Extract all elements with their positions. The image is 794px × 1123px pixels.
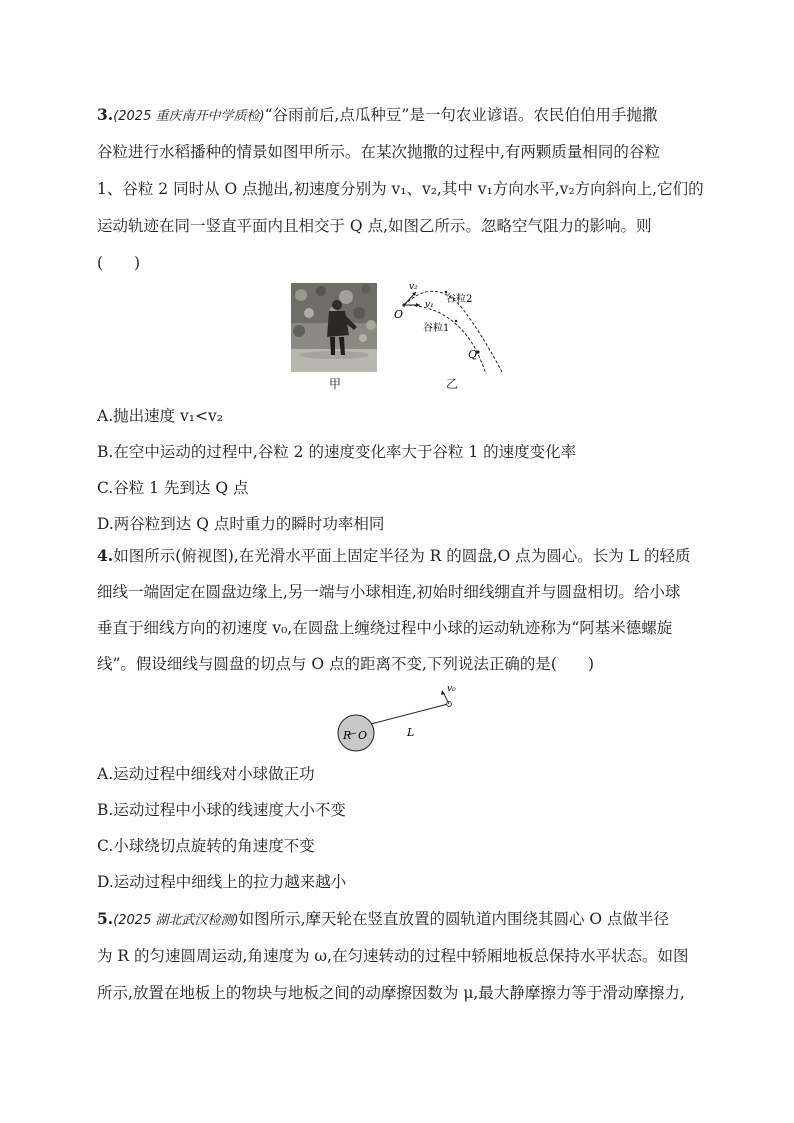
q3-option-b[interactable]: B.在空中运动的过程中,谷粒 2 的速度变化率大于谷粒 1 的速度变化率	[97, 443, 577, 461]
q4-line-1	[97, 541, 690, 571]
grain2-dot	[445, 291, 448, 294]
label-L: L	[407, 726, 415, 739]
q3-number: 3.	[97, 105, 114, 124]
q3-option-a[interactable]: A.抛出速度 v₁<v₂	[97, 407, 223, 425]
q3-option-d[interactable]: D.两谷粒到达 Q 点时重力的瞬时功率相同	[97, 515, 385, 533]
q3-caption-b: 乙	[446, 377, 459, 391]
q3-figure-trajectory	[390, 278, 510, 378]
q4-option-b[interactable]: B.运动过程中小球的线速度大小不变	[97, 801, 346, 819]
q5-source: (2025 湖北武汉检测)	[113, 913, 239, 928]
q3-option-c[interactable]: C.谷粒 1 先到达 Q 点	[97, 479, 249, 497]
q3-source: (2025 重庆南开中学质检)	[113, 109, 265, 124]
q4-figure	[335, 682, 465, 754]
q3-figure-photo	[291, 283, 377, 372]
label-grain1: 谷粒1	[423, 323, 450, 334]
label-v0: v₀	[447, 684, 456, 694]
label-v2: v₂	[409, 282, 418, 292]
q3-line-4: 运动轨迹在同一竖直平面内且相交于 Q 点,如图乙所示。忽略空气阻力的影响。则	[97, 217, 652, 235]
q4-option-a[interactable]: A.运动过程中细线对小球做正功	[97, 765, 315, 783]
q3-text-1: “谷雨前后,点瓜种豆”是一句农业谚语。农民伯伯用手抛撒	[264, 106, 658, 124]
label-v1: v₁	[425, 300, 434, 310]
q5-text-1: 如图所示,摩天轮在竖直放置的圆轨道内围绕其圆心 O 点做半径	[238, 910, 670, 928]
q4-option-c[interactable]: C.小球绕切点旋转的角速度不变	[97, 837, 315, 855]
label-O: O	[394, 308, 404, 321]
q4-line-3: 垂直于细线方向的初速度 v₀,在圆盘上缠绕过程中小球的运动轨迹称为“阿基米德螺旋	[97, 619, 673, 637]
q4-option-d[interactable]: D.运动过程中细线上的拉力越来越小	[97, 873, 347, 891]
q3-caption-a: 甲	[329, 377, 342, 391]
q5-line-3: 所示,放置在地板上的物块与地板之间的动摩擦因数为 μ,最大静摩擦力等于滑动摩擦力,	[97, 984, 685, 1002]
label-grain2: 谷粒2	[446, 294, 473, 305]
grain1-dot	[455, 320, 458, 323]
string-line	[371, 704, 448, 724]
q5-line-2: 为 R 的匀速圆周运动,角速度为 ω,在匀速转动的过程中轿厢地板总保持水平状态。如图	[97, 947, 689, 965]
q5-number: 5.	[97, 909, 114, 928]
q4-text-1: 如图所示(俯视图),在光滑水平面上固定半径为 R 的圆盘,O 点为圆心。长为 L 的轻质	[113, 547, 691, 565]
label-R: R	[343, 729, 352, 742]
q3-line-3: 1、谷粒 2 同时从 O 点抛出,初速度分别为 v₁、v₂,其中 v₁方向水平,v₂方向斜向上,它们的	[97, 180, 704, 198]
q5-line-1	[97, 904, 669, 936]
label-O: O	[358, 729, 368, 742]
q4-line-4: 线”。假设细线与圆盘的切点与 O 点的距离不变,下列说法正确的是( )	[97, 655, 595, 673]
q4-line-2: 细线一端固定在圆盘边缘上,另一端与小球相连,初始时细线绷直并与圆盘相切。给小球	[97, 583, 681, 601]
q3-line-2: 谷粒进行水稻播种的情景如图甲所示。在某次抛撒的过程中,有两颗质量相同的谷粒	[97, 143, 660, 161]
label-Q: Q	[468, 348, 478, 361]
grain1-path	[404, 305, 486, 374]
q4-number: 4.	[97, 546, 114, 565]
q3-line-5: ( )	[97, 254, 141, 272]
q3-line-1	[97, 100, 657, 132]
point-O	[402, 303, 405, 306]
